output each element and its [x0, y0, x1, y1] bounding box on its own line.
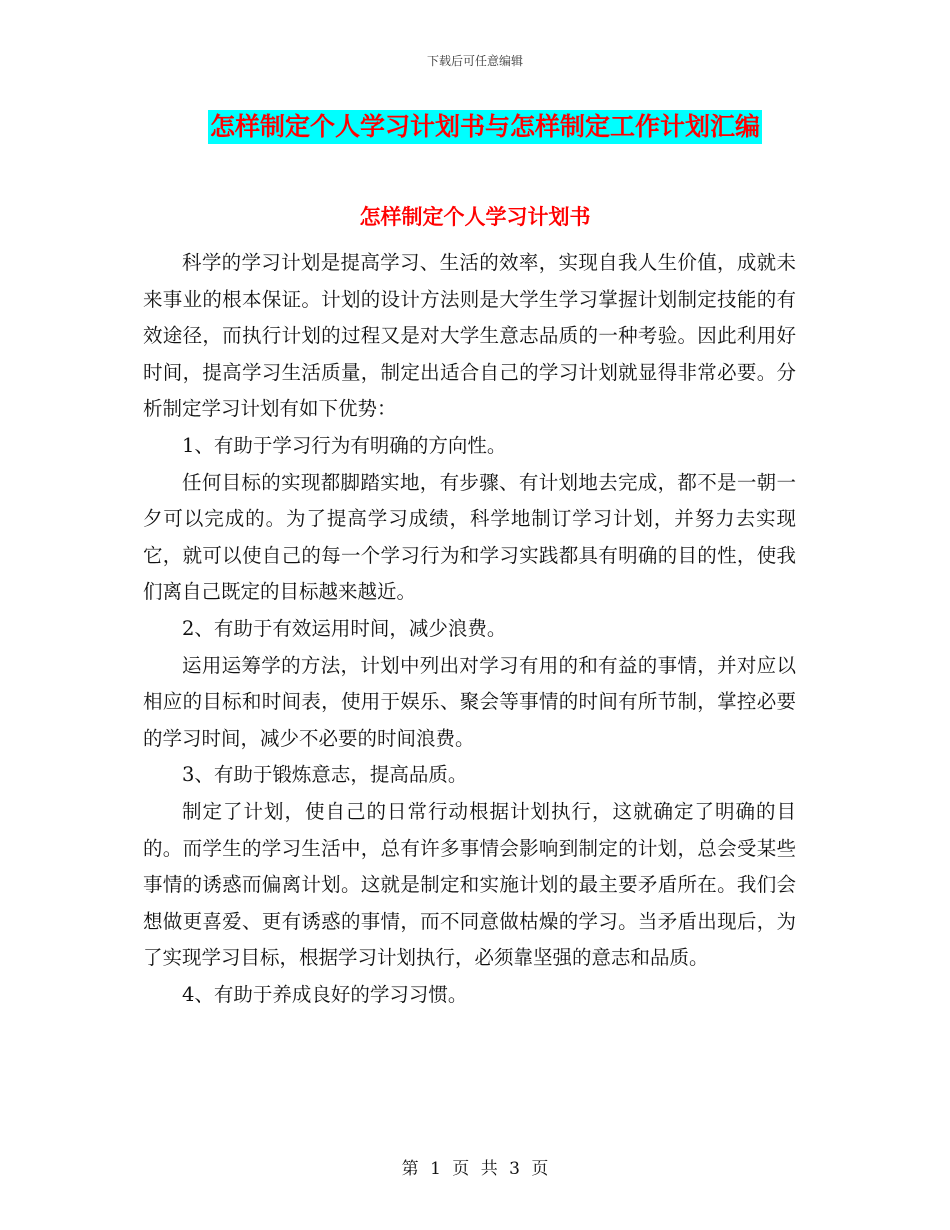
paragraph: 运用运筹学的方法，计划中列出对学习有用的和有益的事情，并对应以相应的目标和时间表，使用于娱乐、聚会等事情的时间有所节制，掌控必要的学习时间，减少不必要的时间浪费。 [143, 653, 796, 750]
paragraph: 4、有助于养成良好的学习习惯。 [182, 982, 468, 1006]
section-title: 怎样制定个人学习计划书 [359, 204, 591, 229]
document-body [143, 245, 796, 1013]
header-note: 下载后可任意编辑 [426, 54, 523, 68]
paragraph: 任何目标的实现都脚踏实地，有步骤、有计划地去完成，都不是一朝一夕可以完成的。为了提高学习成绩，科学地制订学习计划，并努力去实现它，就可以使自己的每一个学习行为和学习实践都具有明确的目的性，使我们离自己既定的目标越来越近。 [143, 470, 796, 604]
paragraph: 2、有助于有效运用时间，减少浪费。 [182, 616, 507, 640]
document-main-title: 怎样制定个人学习计划书与怎样制定工作计划汇编 [208, 110, 762, 144]
paragraph: 1、有助于学习行为有明确的方向性。 [182, 433, 507, 457]
paragraph: 3、有助于锻炼意志，提高品质。 [182, 763, 468, 787]
page-number-footer: 第 1 页 共 3 页 [401, 1159, 549, 1179]
paragraph: 科学的学习计划是提高学习、生活的效率，实现自我人生价值，成就未来事业的根本保证。计划的设计方法则是大学生学习掌握计划制定技能的有效途径，而执行计划的过程又是对大学生意志品质的一种考验。因此利用好时间，提高学习生活质量，制定出适合自己的学习计划就显得非常必要。分析制定学习计划有如下优势： [143, 251, 796, 421]
paragraph: 制定了计划，使自己的日常行动根据计划执行，这就确定了明确的目的。而学生的学习生活中，总有许多事情会影响到制定的计划，总会受某些事情的诱惑而偏离计划。这就是制定和实施计划的最主要矛盾所在。我们会想做更喜爱、更有诱惑的事情，而不同意做枯燥的学习。当矛盾出现后，为了实现学习目标，根据学习计划执行，必须靠坚强的意志和品质。 [143, 799, 796, 970]
